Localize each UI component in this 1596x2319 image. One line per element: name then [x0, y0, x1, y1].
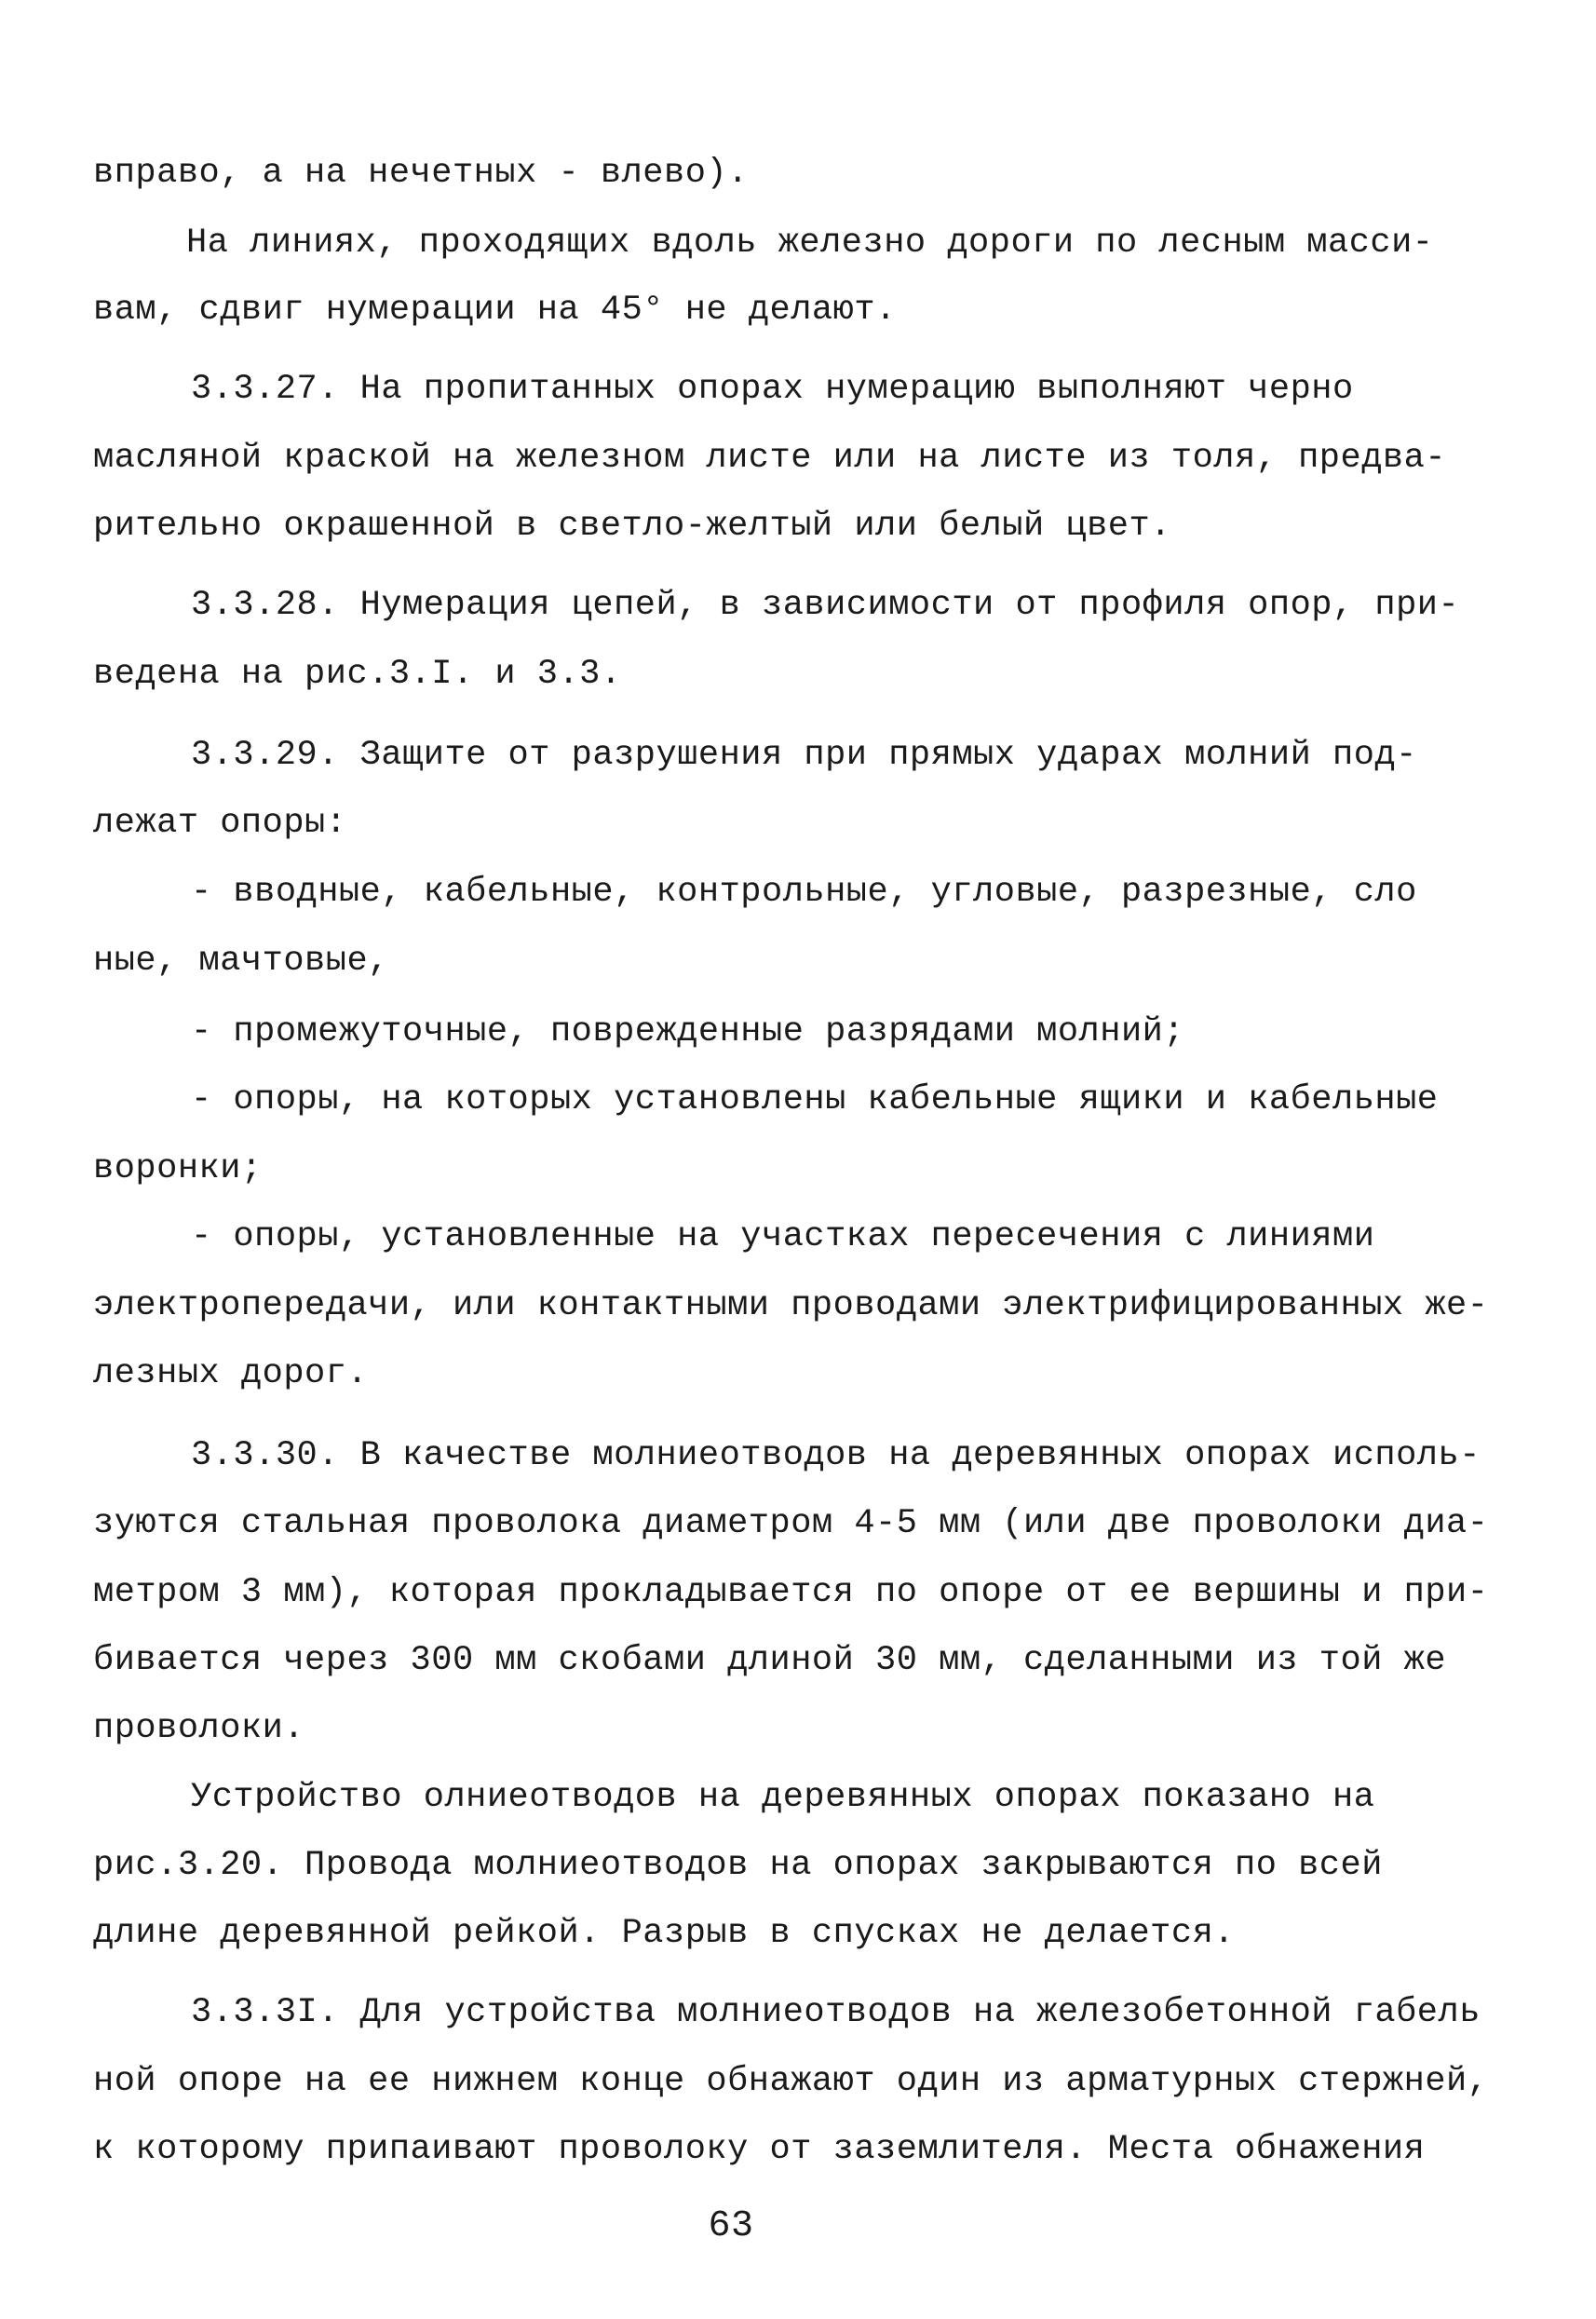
text-line: длине деревянной рейкой. Разрыв в спусках не делается. — [93, 1914, 1235, 1953]
text-line: проволоки. — [93, 1709, 305, 1748]
text-line: ной опоре на ее нижнем конце обнажают один из арматурных стержней, — [93, 2062, 1489, 2101]
text-line: 3.3.30. В качестве молниеотводов на деревянных опорах исполь- — [191, 1436, 1481, 1475]
text-line: ные, мачтовые, — [93, 942, 389, 981]
text-line: метром 3 мм), которая прокладывается по опоре от ее вершины и при- — [93, 1573, 1489, 1612]
text-line: ведена на рис.3.I. и 3.3. — [93, 655, 622, 694]
text-line: рительно окрашенной в светло-желтый или белый цвет. — [93, 507, 1171, 546]
text-line: к которому припаивают проволоку от заземлителя. Места обнажения — [93, 2130, 1426, 2169]
text-line: лежат опоры: — [93, 804, 347, 843]
text-line: 3.3.3I. Для устройства молниеотводов на железобетонной габель — [191, 1993, 1481, 2032]
text-line: рис.3.20. Провода молниеотводов на опорах закрываются по всей — [93, 1846, 1383, 1885]
text-line: - опоры, на которых установлены кабельные ящики и кабельные — [191, 1080, 1439, 1119]
page-number: 63 — [708, 2205, 754, 2247]
text-line: - промежуточные, поврежденные разрядами молний; — [191, 1012, 1185, 1051]
text-line: зуются стальная проволока диаметром 4-5 мм (или две проволоки диа- — [93, 1504, 1489, 1543]
text-line: лезных дорог. — [93, 1354, 369, 1393]
text-line: Устройство олниеотводов на деревянных опорах показано на — [191, 1778, 1375, 1817]
text-line: бивается через 300 мм скобами длиной 30 мм, сделанными из той же — [93, 1641, 1447, 1680]
text-line: 3.3.28. Нумерация цепей, в зависимости от профиля опор, при- — [191, 586, 1460, 625]
text-line: 3.3.27. На пропитанных опорах нумерацию выполняют черно — [191, 370, 1354, 409]
text-line: масляной краской на железном листе или на листе из толя, предва- — [93, 439, 1447, 478]
text-line: вам, сдвиг нумерации на 45° не делают. — [93, 291, 897, 330]
text-line: электропередачи, или контактными проводами электрифицированных же- — [93, 1286, 1489, 1325]
text-line: На линиях, проходящих вдоль железно дороги по лесным масси- — [186, 224, 1434, 263]
text-line: вправо, а на нечетных - влево). — [93, 154, 749, 193]
text-line: воронки; — [93, 1149, 263, 1188]
text-line: - опоры, установленные на участках пересечения с линиями — [191, 1217, 1375, 1256]
text-line: - вводные, кабельные, контрольные, угловые, разрезные, сло — [191, 873, 1417, 912]
text-line: 3.3.29. Защите от разрушения при прямых ударах молний под- — [191, 736, 1417, 775]
